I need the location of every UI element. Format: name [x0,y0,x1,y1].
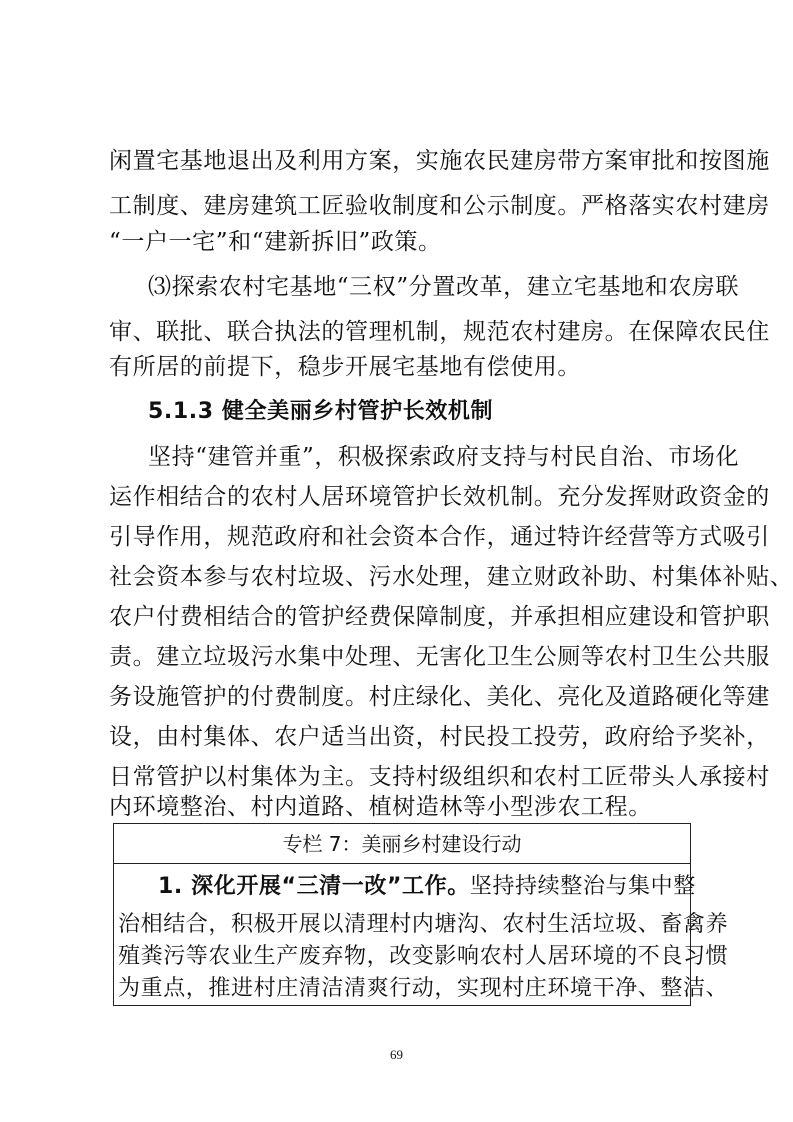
para-line-6: 责。建立垃圾污水集中处理、无害化卫生公厕等农村卫生公共服 [109,644,770,670]
para-line-8: 设，由村集体、农户适当出资，村民投工投劳，政府给予奖补， [109,724,770,750]
feature-box-title: 专栏 7：美丽乡村建设行动 [114,824,690,864]
para-line-3: 引导作用，规范政府和社会资本合作，通过特许经营等方式吸引 [109,524,770,550]
box-line-3: 殖粪污等农业生产废弃物，改变影响农村人居环境的不良习惯 [118,944,729,969]
feature-box [113,823,729,1006]
para-line-1: 坚持“建管并重”，积极探索政府支持与村民自治、市场化 [148,444,740,470]
body-line-5: 审、联批、联合执法的管理机制，规范农村建房。在保障农民住 [109,319,770,345]
para-line-7: 务设施管护的付费制度。村庄绿化、美化、亮化及道路硬化等建 [109,684,770,710]
box-item-heading: 1. 深化开展“三清一改”工作。 [158,874,470,899]
para-line-5: 农户付费相结合的管护经费保障制度，并承担相应建设和管护职 [109,604,770,630]
body-line-2: 工制度、建房建筑工匠验收制度和公示制度。严格落实农村建房 [109,193,770,219]
body-line-1: 闲置宅基地退出及利用方案，实施农民建房带方案审批和按图施 [109,148,770,174]
box-line-4: 为重点，推进村庄清洁清爽行动，实现村庄环境干净、整洁、 [118,976,729,1001]
body-line-6: 有所居的前提下，稳步开展宅基地有偿使用。 [109,354,581,380]
page-number: 69 [390,1047,403,1062]
body-line-4: ⑶探索农村宅基地“三权”分置改革，建立宅基地和农房联 [148,274,740,300]
para-line-9: 日常管护以村集体为主。支持村级组织和农村工匠带头人承接村 [109,764,770,790]
para-line-2: 运作相结合的农村人居环境管护长效机制。充分发挥财政资金的 [109,484,770,510]
para-line-10: 内环境整治、村内道路、植树造林等小型涉农工程。 [109,794,652,820]
para-line-4: 社会资本参与农村垃圾、污水处理，建立财政补助、村集体补贴、 [109,564,793,590]
box-line-2: 治相结合，积极开展以清理村内塘沟、农村生活垃圾、畜禽养 [118,912,729,937]
section-heading: 5.1.3 健全美丽乡村管护长效机制 [148,399,494,424]
box-item-text: 坚持持续整治与集中整 [469,874,696,899]
body-line-3: “一户一宅”和“建新拆旧”政策。 [109,229,442,255]
box-line-1 [158,872,728,902]
